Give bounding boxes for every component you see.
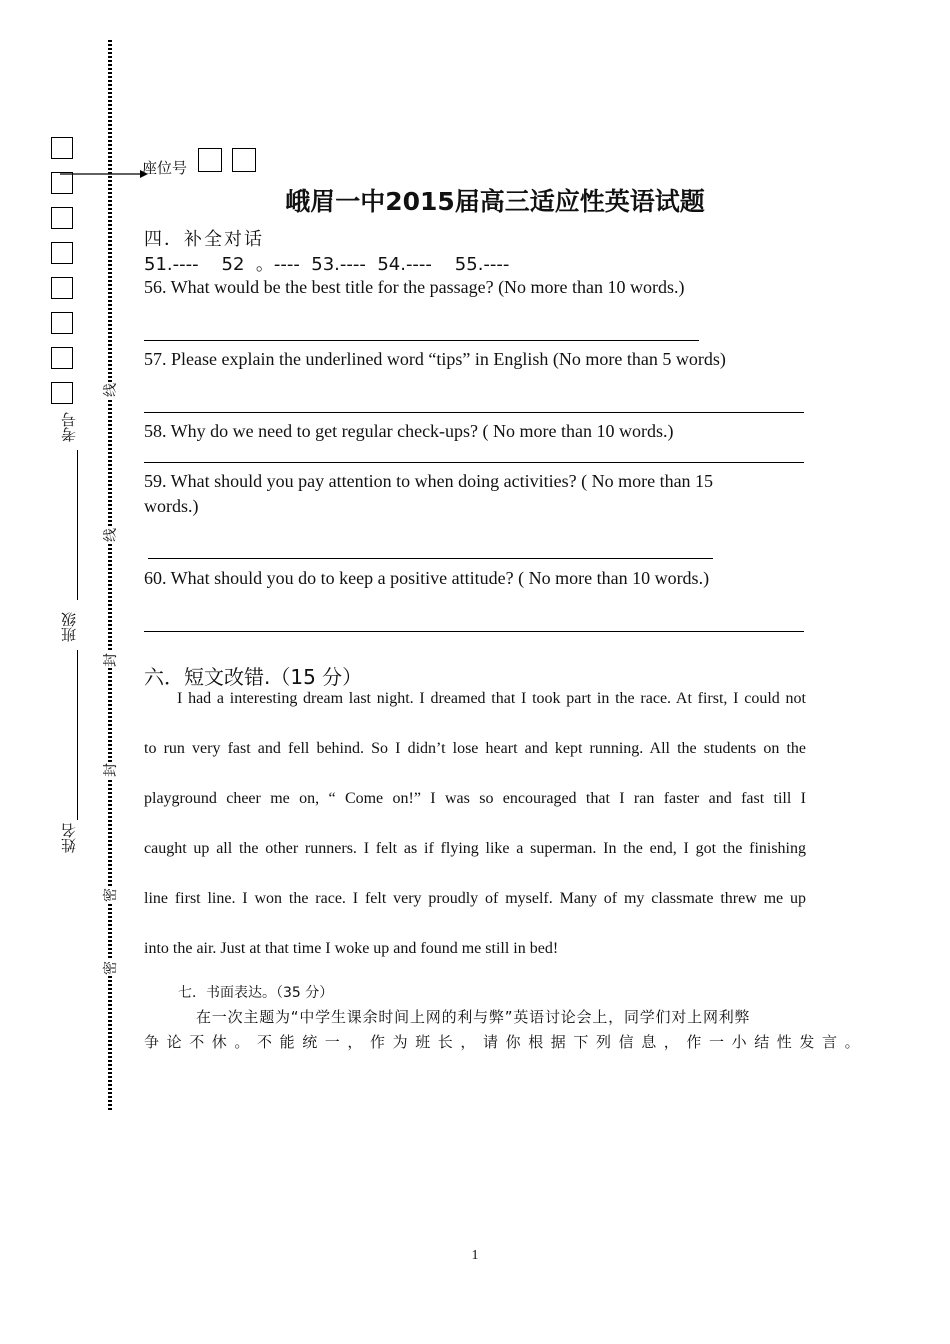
exam-number-label: 考号	[60, 412, 78, 442]
passage-line: line first line. I won the race. I felt very proudly of myself. Many of my classmate threw me up	[144, 890, 806, 907]
passage-line: into the air. Just at that time I woke up and found me still in bed!	[144, 940, 559, 957]
seat-number-label: 座位号	[142, 159, 188, 177]
answer-line-57[interactable]	[144, 412, 804, 413]
answer-line-56[interactable]	[144, 340, 699, 341]
question-59: 59. What should you pay attention to when doing activities? ( No more than 15	[144, 471, 714, 491]
seat-box	[51, 277, 73, 299]
section-7-heading: 七．书面表达。（35 分）	[178, 985, 334, 1001]
page-number: 1	[471, 1248, 479, 1263]
section-6-heading: 六．短文改错.（15 分）	[144, 665, 363, 689]
question-60: 60. What should you do to keep a positive attitude? ( No more than 10 words.)	[144, 568, 710, 588]
seat-input-box[interactable]	[232, 148, 256, 172]
answer-line-60[interactable]	[144, 631, 804, 632]
seal-char: 封	[100, 652, 120, 668]
answer-line-59[interactable]	[148, 558, 713, 559]
section-7-prompt-line-2: 争论不休。不能统一，作为班长，请你根据下列信息，作一小结性发言。	[144, 1033, 868, 1051]
name-label: 姓名	[60, 823, 78, 853]
seat-box	[51, 347, 73, 369]
section-4-answers: 51.---- 52 。---- 53.---- 54.---- 55.----	[144, 254, 510, 275]
page-title: 峨眉一中2015届高三适应性英语试题	[285, 187, 705, 216]
section-7-prompt-line-1: 在一次主题为“中学生课余时间上网的利与弊”英语讨论会上，同学们对上网利弊	[196, 1008, 751, 1026]
seal-char: 线	[100, 527, 120, 543]
seat-box	[51, 312, 73, 334]
class-label: 班级	[60, 612, 78, 642]
class-underline	[77, 650, 78, 820]
error-correction-passage	[144, 674, 806, 974]
passage-line: to run very fast and fell behind. So I didn’t lose heart and kept running. All the students on the	[144, 740, 806, 757]
question-58: 58. Why do we need to get regular check-ups? ( No more than 10 words.)	[144, 421, 674, 441]
question-57: 57. Please explain the underlined word “tips” in English (No more than 5 words)	[144, 349, 726, 369]
passage-line: playground cheer me on, “ Come on!” I was so encouraged that I ran faster and fast till I	[144, 790, 806, 807]
seal-char: 密	[100, 960, 120, 976]
question-56: 56. What would be the best title for the passage? (No more than 10 words.)	[144, 277, 685, 297]
seat-box	[51, 382, 73, 404]
seal-char: 密	[100, 887, 120, 903]
passage-line: caught up all the other runners. I felt as if flying like a superman. In the end, I got the finishing	[144, 840, 806, 857]
seat-box	[51, 242, 73, 264]
exam-number-underline	[77, 450, 78, 600]
seat-input-box[interactable]	[198, 148, 222, 172]
section-4-heading: 四．补全对话	[144, 229, 264, 250]
question-59-continued: words.)	[144, 496, 199, 516]
answer-line-58[interactable]	[144, 462, 804, 463]
passage-line: I had a interesting dream last night. I dreamed that I took part in the race. At first, I could not	[177, 690, 806, 707]
seal-char: 线	[100, 382, 120, 398]
seat-box	[51, 137, 73, 159]
seal-char: 封	[100, 762, 120, 778]
